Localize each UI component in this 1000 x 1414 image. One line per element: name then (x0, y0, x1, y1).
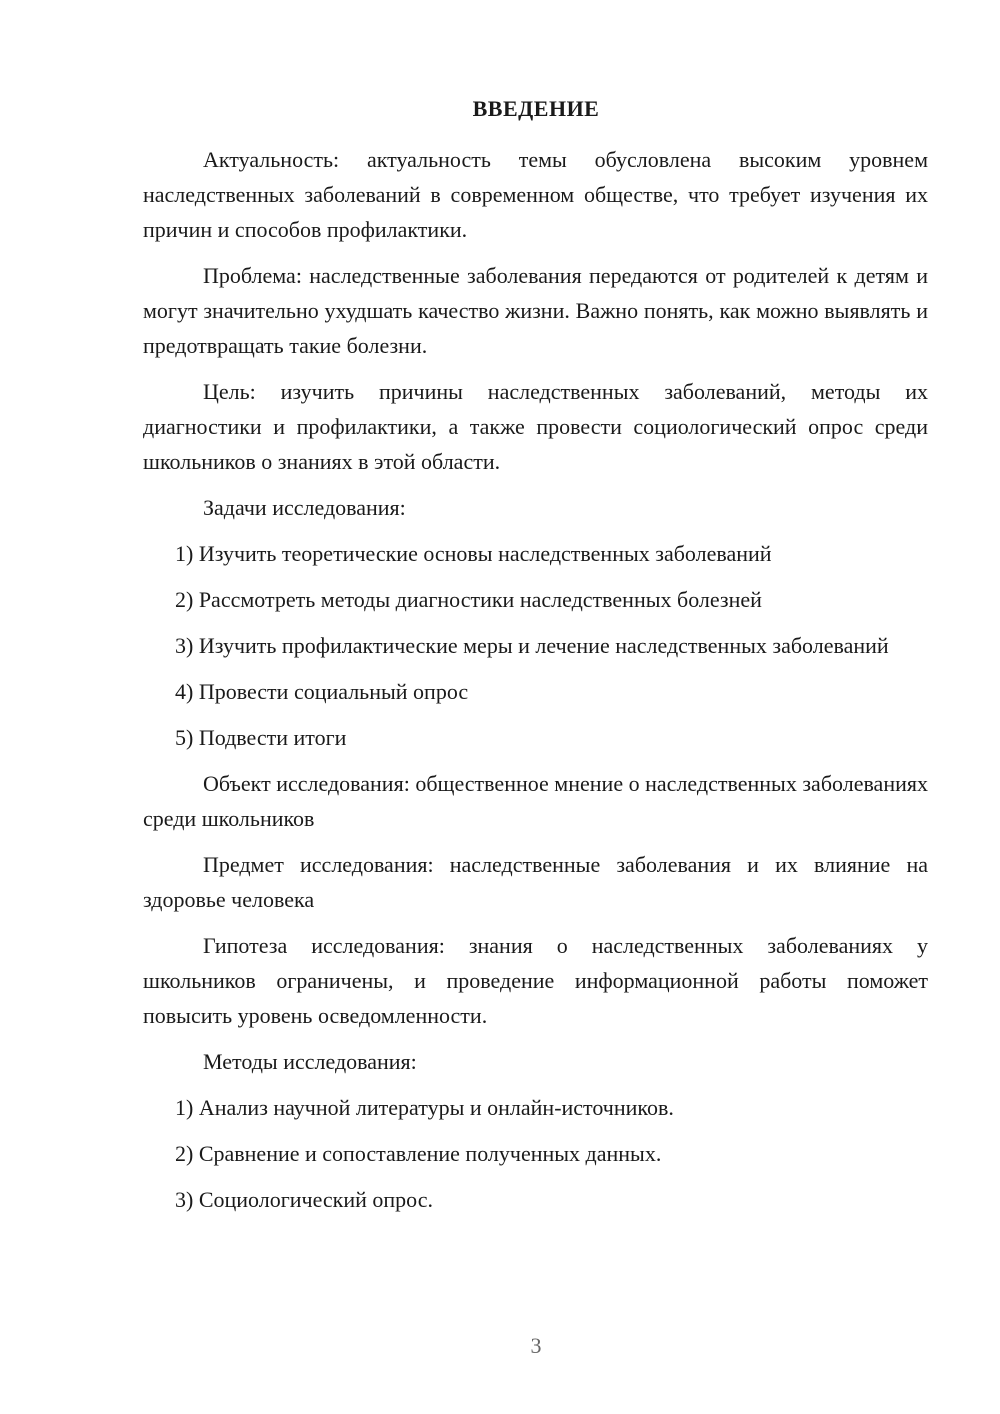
method-item: 2) Сравнение и сопоставление полученных данных. (175, 1141, 662, 1166)
task-item: 5) Подвести итоги (175, 725, 347, 750)
page-number: 3 (530, 1333, 542, 1358)
relevance-paragraph: Актуальность: актуальность темы обусловлена высоким уровнем наследственных заболеваний в современном обществе, что требует изучения их причин и способов профилактики. (143, 147, 928, 242)
hypothesis-paragraph: Гипотеза исследования: знания о наследственных заболеваниях у школьников ограничены, и проведение информационной работы поможет повысить уровень осведомленности. (143, 933, 928, 1028)
page-title: ВВЕДЕНИЕ (472, 96, 600, 121)
goal-paragraph: Цель: изучить причины наследственных заболеваний, методы их диагностики и профилактики, а также провести социологический опрос среди школьников о знаниях в этой области. (143, 379, 928, 474)
problem-paragraph: Проблема: наследственные заболевания передаются от родителей к детям и могут значительно ухудшать качество жизни. Важно понять, как можно выявлять и предотвращать такие болезни. (143, 263, 928, 358)
methods-heading: Методы исследования: (203, 1049, 417, 1074)
method-item: 1) Анализ научной литературы и онлайн-источников. (175, 1095, 674, 1120)
task-item: 4) Провести социальный опрос (175, 679, 469, 704)
method-item: 3) Социологический опрос. (175, 1187, 433, 1212)
task-item: 2) Рассмотреть методы диагностики наследственных болезней (175, 587, 762, 612)
document-body (143, 142, 928, 1228)
subject-paragraph: Предмет исследования: наследственные заболевания и их влияние на здоровье человека (143, 852, 928, 912)
task-item: 1) Изучить теоретические основы наследственных заболеваний (175, 541, 772, 566)
tasks-heading: Задачи исследования: (203, 495, 406, 520)
object-paragraph: Объект исследования: общественное мнение о наследственных заболеваниях среди школьников (143, 771, 928, 831)
task-item: 3) Изучить профилактические меры и лечение наследственных заболеваний (175, 633, 889, 658)
